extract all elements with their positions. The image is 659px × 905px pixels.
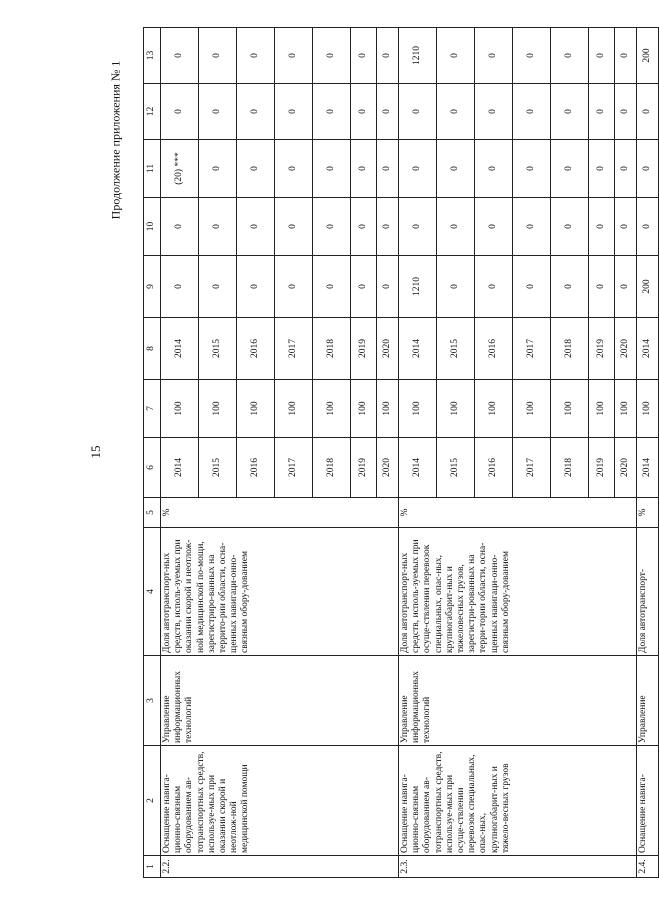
- value-cell-col-11: (20) ***: [161, 140, 199, 198]
- value-cell-col-8: 2015: [199, 318, 237, 380]
- value-cell-col-13: 0: [551, 28, 589, 84]
- value-cell-col-9: 0: [275, 256, 313, 318]
- value-cell-col-6: 2015: [437, 438, 475, 498]
- column-number-13: 13: [144, 28, 161, 84]
- value-cell-col-12: 0: [237, 84, 275, 140]
- value-cell-col-7: 100: [615, 380, 637, 438]
- value-cell-col-11: 0: [399, 140, 437, 198]
- value-cell-col-6: 2019: [589, 438, 615, 498]
- value-cell-col-10: 0: [589, 198, 615, 256]
- table-row: [399, 28, 437, 878]
- value-cell-col-10: 0: [475, 198, 513, 256]
- value-cell-col-7: 100: [351, 380, 377, 438]
- value-cell-col-12: 0: [615, 84, 637, 140]
- value-cell-col-8: 2015: [437, 318, 475, 380]
- value-cell-col-8: 2017: [513, 318, 551, 380]
- value-cell-col-7: 100: [199, 380, 237, 438]
- value-cell-col-9: 0: [589, 256, 615, 318]
- value-cell-col-9: 0: [237, 256, 275, 318]
- value-cell-col-6: 2016: [237, 438, 275, 498]
- value-cell-col-12: 0: [589, 84, 615, 140]
- value-cell-col-7: 100: [589, 380, 615, 438]
- value-cell-col-11: 0: [199, 140, 237, 198]
- value-cell-col-13: 200: [637, 28, 659, 84]
- table-row: [637, 28, 659, 878]
- value-cell-col-6: 2016: [475, 438, 513, 498]
- section-number: 2.3.: [399, 856, 637, 878]
- value-cell-col-8: 2014: [161, 318, 199, 380]
- value-cell-col-8: 2018: [313, 318, 351, 380]
- value-cell-col-12: 0: [475, 84, 513, 140]
- column-number-2: 2: [144, 746, 161, 856]
- value-cell-col-13: 0: [275, 28, 313, 84]
- value-cell-col-8: 2018: [551, 318, 589, 380]
- value-cell-col-7: 100: [437, 380, 475, 438]
- value-cell-col-7: 100: [377, 380, 399, 438]
- value-cell-col-6: 2017: [275, 438, 313, 498]
- value-cell-col-9: 0: [161, 256, 199, 318]
- value-cell-col-8: 2020: [377, 318, 399, 380]
- table-body: [161, 28, 659, 878]
- value-cell-col-6: 2017: [513, 438, 551, 498]
- value-cell-col-7: 100: [475, 380, 513, 438]
- column-number-11: 11: [144, 140, 161, 198]
- value-cell-col-9: 0: [199, 256, 237, 318]
- value-cell-col-13: 0: [475, 28, 513, 84]
- value-cell-col-13: 0: [377, 28, 399, 84]
- section-number: 2.2.: [161, 856, 399, 878]
- appendix-continuation-note: Продолжение приложения № 1: [108, 60, 123, 220]
- value-cell-col-11: 0: [237, 140, 275, 198]
- value-cell-col-7: 100: [637, 380, 659, 438]
- value-cell-col-10: 0: [551, 198, 589, 256]
- value-cell-col-9: 200: [637, 256, 659, 318]
- value-cell-col-6: 2014: [637, 438, 659, 498]
- unit-cell: %: [399, 498, 637, 528]
- value-cell-col-7: 100: [275, 380, 313, 438]
- value-cell-col-10: 0: [615, 198, 637, 256]
- value-cell-col-9: 0: [475, 256, 513, 318]
- value-cell-col-11: 0: [589, 140, 615, 198]
- value-cell-col-12: 0: [313, 84, 351, 140]
- value-cell-col-11: 0: [615, 140, 637, 198]
- value-cell-col-7: 100: [313, 380, 351, 438]
- indicator-cell: Доля автотранспорт-ных средств, исполь-зуемых при оказании скорой и неотлож-ной медицинской по-мощи, зарегистриро-ванных на террито-рии области, осна-щенных навигаци-онно-связным обору-дованием: [161, 528, 399, 656]
- value-cell-col-12: 0: [351, 84, 377, 140]
- value-cell-col-10: 0: [161, 198, 199, 256]
- value-cell-col-12: 0: [551, 84, 589, 140]
- column-number-10: 10: [144, 198, 161, 256]
- column-number-1: 1: [144, 856, 161, 878]
- value-cell-col-8: 2019: [351, 318, 377, 380]
- value-cell-col-13: 0: [199, 28, 237, 84]
- value-cell-col-9: 1210: [399, 256, 437, 318]
- value-cell-col-11: 0: [377, 140, 399, 198]
- section-number: 2.4.: [637, 856, 659, 878]
- column-number-9: 9: [144, 256, 161, 318]
- value-cell-col-10: 0: [313, 198, 351, 256]
- value-cell-col-11: 0: [313, 140, 351, 198]
- indicator-cell: Доля автотранспорт-ных средств, исполь-зуемых при осуще-ствлении перевозок специальных, опас-ных, крупногабарит-ных и тяжеловесных грузов, зарегистри-рованных на терри-тории области, осна-щенных навигаци-онно-связным обору-дованием: [399, 528, 637, 656]
- column-number-12: 12: [144, 84, 161, 140]
- measure-name: Оснащение навига-ционно-связным оборудованием ав-тотранспортных средств, используе-мых при осуще-ствлении перевозок специальных, опас-ных, крупногабарит-ных и тяжело-весных грузов: [399, 746, 637, 856]
- value-cell-col-10: 0: [351, 198, 377, 256]
- value-cell-col-6: 2014: [399, 438, 437, 498]
- value-cell-col-7: 100: [161, 380, 199, 438]
- value-cell-col-6: 2015: [199, 438, 237, 498]
- unit-cell: %: [161, 498, 399, 528]
- appendix-table: [143, 27, 659, 878]
- value-cell-col-10: 0: [275, 198, 313, 256]
- column-number-7: 7: [144, 380, 161, 438]
- value-cell-col-9: 0: [313, 256, 351, 318]
- value-cell-col-12: 0: [161, 84, 199, 140]
- value-cell-col-12: 0: [399, 84, 437, 140]
- measure-name: Оснащение навига-ционно-связным оборудованием ав-тотранспортных средств, используе-мых при оказании скорой и неотлож-ной медицинской помощи: [161, 746, 399, 856]
- value-cell-col-10: 0: [199, 198, 237, 256]
- value-cell-col-7: 100: [399, 380, 437, 438]
- column-number-6: 6: [144, 438, 161, 498]
- page-number: 15: [88, 445, 103, 459]
- indicator-cell: Доля автотранспорт-: [637, 528, 659, 656]
- value-cell-col-9: 0: [437, 256, 475, 318]
- value-cell-col-13: 0: [161, 28, 199, 84]
- value-cell-col-13: 0: [437, 28, 475, 84]
- value-cell-col-10: 0: [237, 198, 275, 256]
- executor-cell: Управление информационных технологий: [161, 656, 399, 746]
- value-cell-col-13: 0: [351, 28, 377, 84]
- value-cell-col-6: 2019: [351, 438, 377, 498]
- value-cell-col-11: 0: [275, 140, 313, 198]
- value-cell-col-6: 2018: [313, 438, 351, 498]
- column-number-8: 8: [144, 318, 161, 380]
- value-cell-col-10: 0: [437, 198, 475, 256]
- executor-cell: Управление: [637, 656, 659, 746]
- value-cell-col-11: 0: [637, 140, 659, 198]
- column-number-row: [144, 28, 161, 878]
- value-cell-col-9: 0: [351, 256, 377, 318]
- column-number-5: 5: [144, 498, 161, 528]
- value-cell-col-8: 2016: [237, 318, 275, 380]
- value-cell-col-8: 2017: [275, 318, 313, 380]
- value-cell-col-13: 1210: [399, 28, 437, 84]
- unit-cell: %: [637, 498, 659, 528]
- value-cell-col-8: 2020: [615, 318, 637, 380]
- value-cell-col-10: 0: [637, 198, 659, 256]
- value-cell-col-6: 2014: [161, 438, 199, 498]
- value-cell-col-11: 0: [437, 140, 475, 198]
- value-cell-col-11: 0: [351, 140, 377, 198]
- value-cell-col-11: 0: [551, 140, 589, 198]
- value-cell-col-11: 0: [475, 140, 513, 198]
- value-cell-col-12: 0: [437, 84, 475, 140]
- value-cell-col-8: 2016: [475, 318, 513, 380]
- value-cell-col-13: 0: [237, 28, 275, 84]
- value-cell-col-9: 0: [377, 256, 399, 318]
- value-cell-col-12: 0: [275, 84, 313, 140]
- value-cell-col-6: 2020: [377, 438, 399, 498]
- value-cell-col-7: 100: [513, 380, 551, 438]
- value-cell-col-8: 2014: [637, 318, 659, 380]
- value-cell-col-12: 0: [637, 84, 659, 140]
- table-row: [161, 28, 199, 878]
- value-cell-col-9: 0: [615, 256, 637, 318]
- value-cell-col-7: 100: [551, 380, 589, 438]
- value-cell-col-13: 0: [615, 28, 637, 84]
- executor-cell: Управление информационных технологий: [399, 656, 637, 746]
- value-cell-col-12: 0: [513, 84, 551, 140]
- value-cell-col-13: 0: [313, 28, 351, 84]
- value-cell-col-10: 0: [377, 198, 399, 256]
- value-cell-col-9: 0: [513, 256, 551, 318]
- value-cell-col-6: 2020: [615, 438, 637, 498]
- value-cell-col-12: 0: [199, 84, 237, 140]
- value-cell-col-13: 0: [589, 28, 615, 84]
- column-number-4: 4: [144, 528, 161, 656]
- value-cell-col-10: 0: [399, 198, 437, 256]
- measure-name: Оснащение навига-: [637, 746, 659, 856]
- value-cell-col-8: 2014: [399, 318, 437, 380]
- value-cell-col-9: 0: [551, 256, 589, 318]
- value-cell-col-11: 0: [513, 140, 551, 198]
- column-number-3: 3: [144, 656, 161, 746]
- value-cell-col-6: 2018: [551, 438, 589, 498]
- value-cell-col-7: 100: [237, 380, 275, 438]
- value-cell-col-12: 0: [377, 84, 399, 140]
- value-cell-col-13: 0: [513, 28, 551, 84]
- value-cell-col-8: 2019: [589, 318, 615, 380]
- value-cell-col-10: 0: [513, 198, 551, 256]
- rotated-table-container: [143, 28, 652, 878]
